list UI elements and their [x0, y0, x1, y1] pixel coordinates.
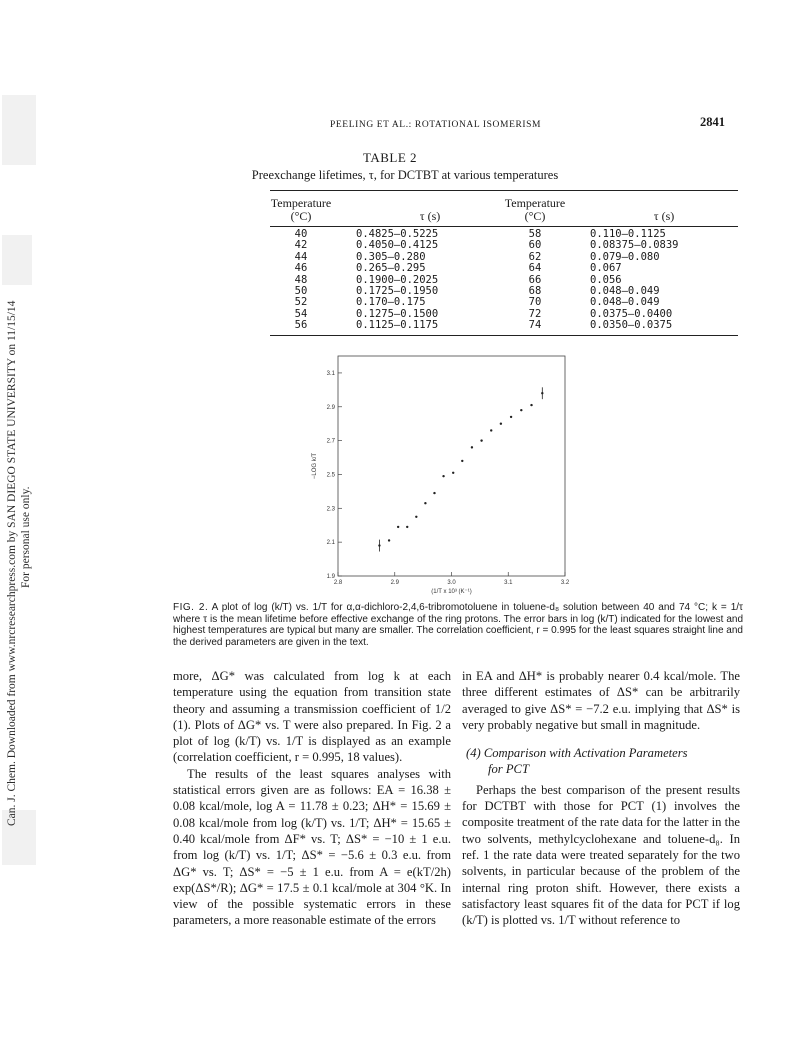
section-title: Comparison with Activation Parameters [483, 746, 688, 761]
data-point [415, 516, 417, 518]
x-axis-label: (1/T x 10³ (K⁻¹) [431, 589, 472, 595]
table-title: TABLE 2 [362, 150, 418, 165]
y-tick-label: 2.7 [326, 438, 335, 445]
data-point [433, 492, 435, 494]
table-cell: 40 [294, 228, 308, 240]
table-cell: 0.110–0.1125 [590, 228, 666, 240]
data-point [424, 502, 426, 504]
table-cell: 48 [294, 273, 308, 286]
table-cell: 68 [528, 285, 542, 298]
table-cell: 0.170–0.175 [356, 296, 426, 309]
table-cell: 0.048–0.049 [590, 285, 660, 298]
table-row [270, 240, 738, 251]
text-column-right [462, 668, 740, 928]
x-tick-label: 2.9 [390, 580, 399, 586]
table-row [270, 286, 738, 297]
table-cell: 54 [294, 307, 308, 320]
table-row [270, 263, 738, 274]
data-point [530, 404, 532, 406]
y-tick-label: 2.3 [326, 506, 335, 513]
figure-caption [173, 602, 743, 648]
x-tick-label: 3.2 [560, 580, 570, 586]
table-cell: 0.08375–0.0839 [590, 239, 679, 252]
x-tick-label: 3.0 [447, 580, 456, 586]
y-axis-label: −LOG k/T [312, 452, 318, 480]
watermark-line-1: Can. J. Chem. Downloaded from www.nrcresearchpress.com by SAN DIEGO STATE UNIVERSITY on 11/15/14 [6, 300, 18, 826]
table-caption: Preexchange lifetimes, τ, for DCTBT at various temperatures [251, 168, 559, 182]
table-cell: 0.1725–0.1950 [356, 285, 439, 298]
table-cell: 42 [294, 239, 308, 252]
x-tick-label: 2.8 [333, 580, 343, 586]
section-heading [462, 745, 740, 778]
table-cell: 44 [294, 250, 308, 263]
paragraph: Perhaps the best comparison of the present results for DCTBT with those for PCT (1) involves the composite treatment of the rate data for the latter in the two solvents, methylcyclohexane and toluene-d₈. In ref. 1 the rate data were treated separately for the two solvents, in particular because of the problem of the internal ring proton shift. However, there exists a satisfactory least squares fit of the data for PCT if log (k/T) is plotted vs. 1/T without reference to [462, 782, 740, 928]
section-title-continued: for PCT [488, 762, 529, 777]
table-cell: 58 [528, 228, 542, 240]
running-head: PEELING ET AL.: ROTATIONAL ISOMERISM [330, 120, 542, 130]
table-cell: 50 [294, 285, 308, 298]
table-row [270, 227, 738, 241]
figure-2 [300, 348, 600, 598]
table-cell: 72 [528, 307, 542, 320]
table-cell: 62 [528, 250, 542, 263]
table-cell: 0.1275–0.1500 [356, 307, 439, 320]
table-cell: 56 [270, 320, 332, 335]
table-cell: 0.067 [590, 262, 622, 275]
data-point [520, 409, 522, 411]
header-unit-1: (°C) [270, 210, 332, 227]
table-cell: 0.305–0.280 [356, 250, 426, 263]
table-cell: 74 [504, 320, 566, 335]
arrhenius-plot [300, 348, 600, 598]
table-cell: 46 [294, 262, 308, 275]
table-cell: 0.4825–0.5225 [356, 228, 439, 240]
lifetimes-table [270, 190, 738, 336]
table-row [270, 252, 738, 263]
data-point [406, 526, 408, 528]
header-temperature-1: Temperature [270, 191, 332, 211]
data-point [510, 416, 512, 418]
table-cell: 66 [528, 273, 542, 286]
header-tau-2: τ (s) [566, 210, 738, 227]
header-temperature-2: Temperature [504, 191, 566, 211]
watermark-line-2: For personal use only. [20, 486, 32, 588]
paragraph: in EA and ΔH* is probably nearer 0.4 kcal/mole. The three different estimates of ΔS* can be arbitrarily averaged to give ΔS* = −7.2 e.u. implying that ΔS* is very probably negative but small in magnitude. [462, 669, 740, 732]
header-unit-2: (°C) [504, 210, 566, 227]
table-cell: 70 [528, 296, 542, 309]
table-cell: 60 [528, 239, 542, 252]
data-point [442, 475, 444, 477]
data-point [480, 439, 482, 441]
x-tick-label: 3.1 [504, 580, 513, 586]
header-tau-1: τ (s) [332, 210, 504, 227]
y-tick-label: 2.1 [326, 540, 335, 547]
table-row [270, 320, 738, 335]
data-point [471, 446, 473, 448]
paragraph: more, ΔG* was calculated from log k at each temperature using the equation from transition state theory and assuming a transmission coefficient of 1/2 (1). Plots of ΔG* vs. T were also prepared. In Fig. 2 a plot of log (k/T) vs. 1/T is displayed as an example (correlation coefficient, r = 0.995, 18 values). [173, 669, 451, 765]
data-point [452, 472, 454, 474]
plot-frame [338, 356, 565, 576]
y-tick-label: 3.1 [326, 370, 335, 377]
table-cell: 0.0350–0.0375 [566, 320, 738, 335]
data-point [490, 429, 492, 431]
table-cell: 0.056 [590, 273, 622, 286]
data-point [461, 460, 463, 462]
data-point [388, 539, 390, 541]
data-point [500, 422, 502, 424]
y-tick-label: 2.9 [326, 404, 335, 411]
figure-caption-label: FIG. 2. [173, 602, 209, 613]
table-cell: 0.1125–0.1175 [332, 320, 504, 335]
table-cell: 0.4050–0.4125 [356, 239, 439, 252]
table-cell: 0.1900–0.2025 [356, 273, 439, 286]
data-point [397, 526, 399, 528]
text-column-left [173, 668, 451, 929]
page-number: 2841 [700, 115, 725, 129]
paragraph: The results of the least squares analyses with statistical errors given are as follows: EA = 16.38 ± 0.08 kcal/mole, log A = 11.78 ± 0.23; ΔH* = 15.69 ± 0.08 kcal/mole from log (k/T) vs. 1/T; ΔH* = 15.65 ± 0.40 kcal/mole from ΔF* vs. T; ΔS* = −10 ± 1 e.u. from log (k/T) vs. 1/T; ΔS* = −5.6 ± 0.3 e.u. from ΔG* vs. T; ΔS* = −5 ± 1 e.u. from A = e(kT/2h) exp(ΔS*/R); ΔG* = 17.5 ± 0.1 kcal/mole at 304 °K. In view of the possible systematic errors in these parameters, a more reasonable estimate of the errors [173, 766, 451, 928]
figure-caption-text: A plot of log (k/T) vs. 1/T for α,α-dichloro-2,4,6-tribromotoluene in toluene-d₈ solution between 40 and 74 °C; k = 1/τ where τ is the mean lifetime before effective exchange of the ring protons. The error bars in log (k/T) indicated for the lowest and highest temperatures are typical but many are smaller. The correlation coefficient, r = 0.995 for the least squares straight line and the derived parameters are given in the text. [173, 602, 744, 648]
table-cell: 0.079–0.080 [590, 250, 660, 263]
table-cell: 64 [528, 262, 542, 275]
table-cell: 0.0375–0.0400 [590, 307, 673, 320]
table-cell: 0.265–0.295 [356, 262, 426, 275]
y-tick-label: 1.9 [326, 574, 335, 580]
table-row [270, 275, 738, 286]
section-number: (4) [466, 746, 481, 761]
y-tick-label: 2.5 [326, 472, 335, 479]
table-cell: 0.048–0.049 [590, 296, 660, 309]
table-cell: 52 [294, 296, 308, 309]
